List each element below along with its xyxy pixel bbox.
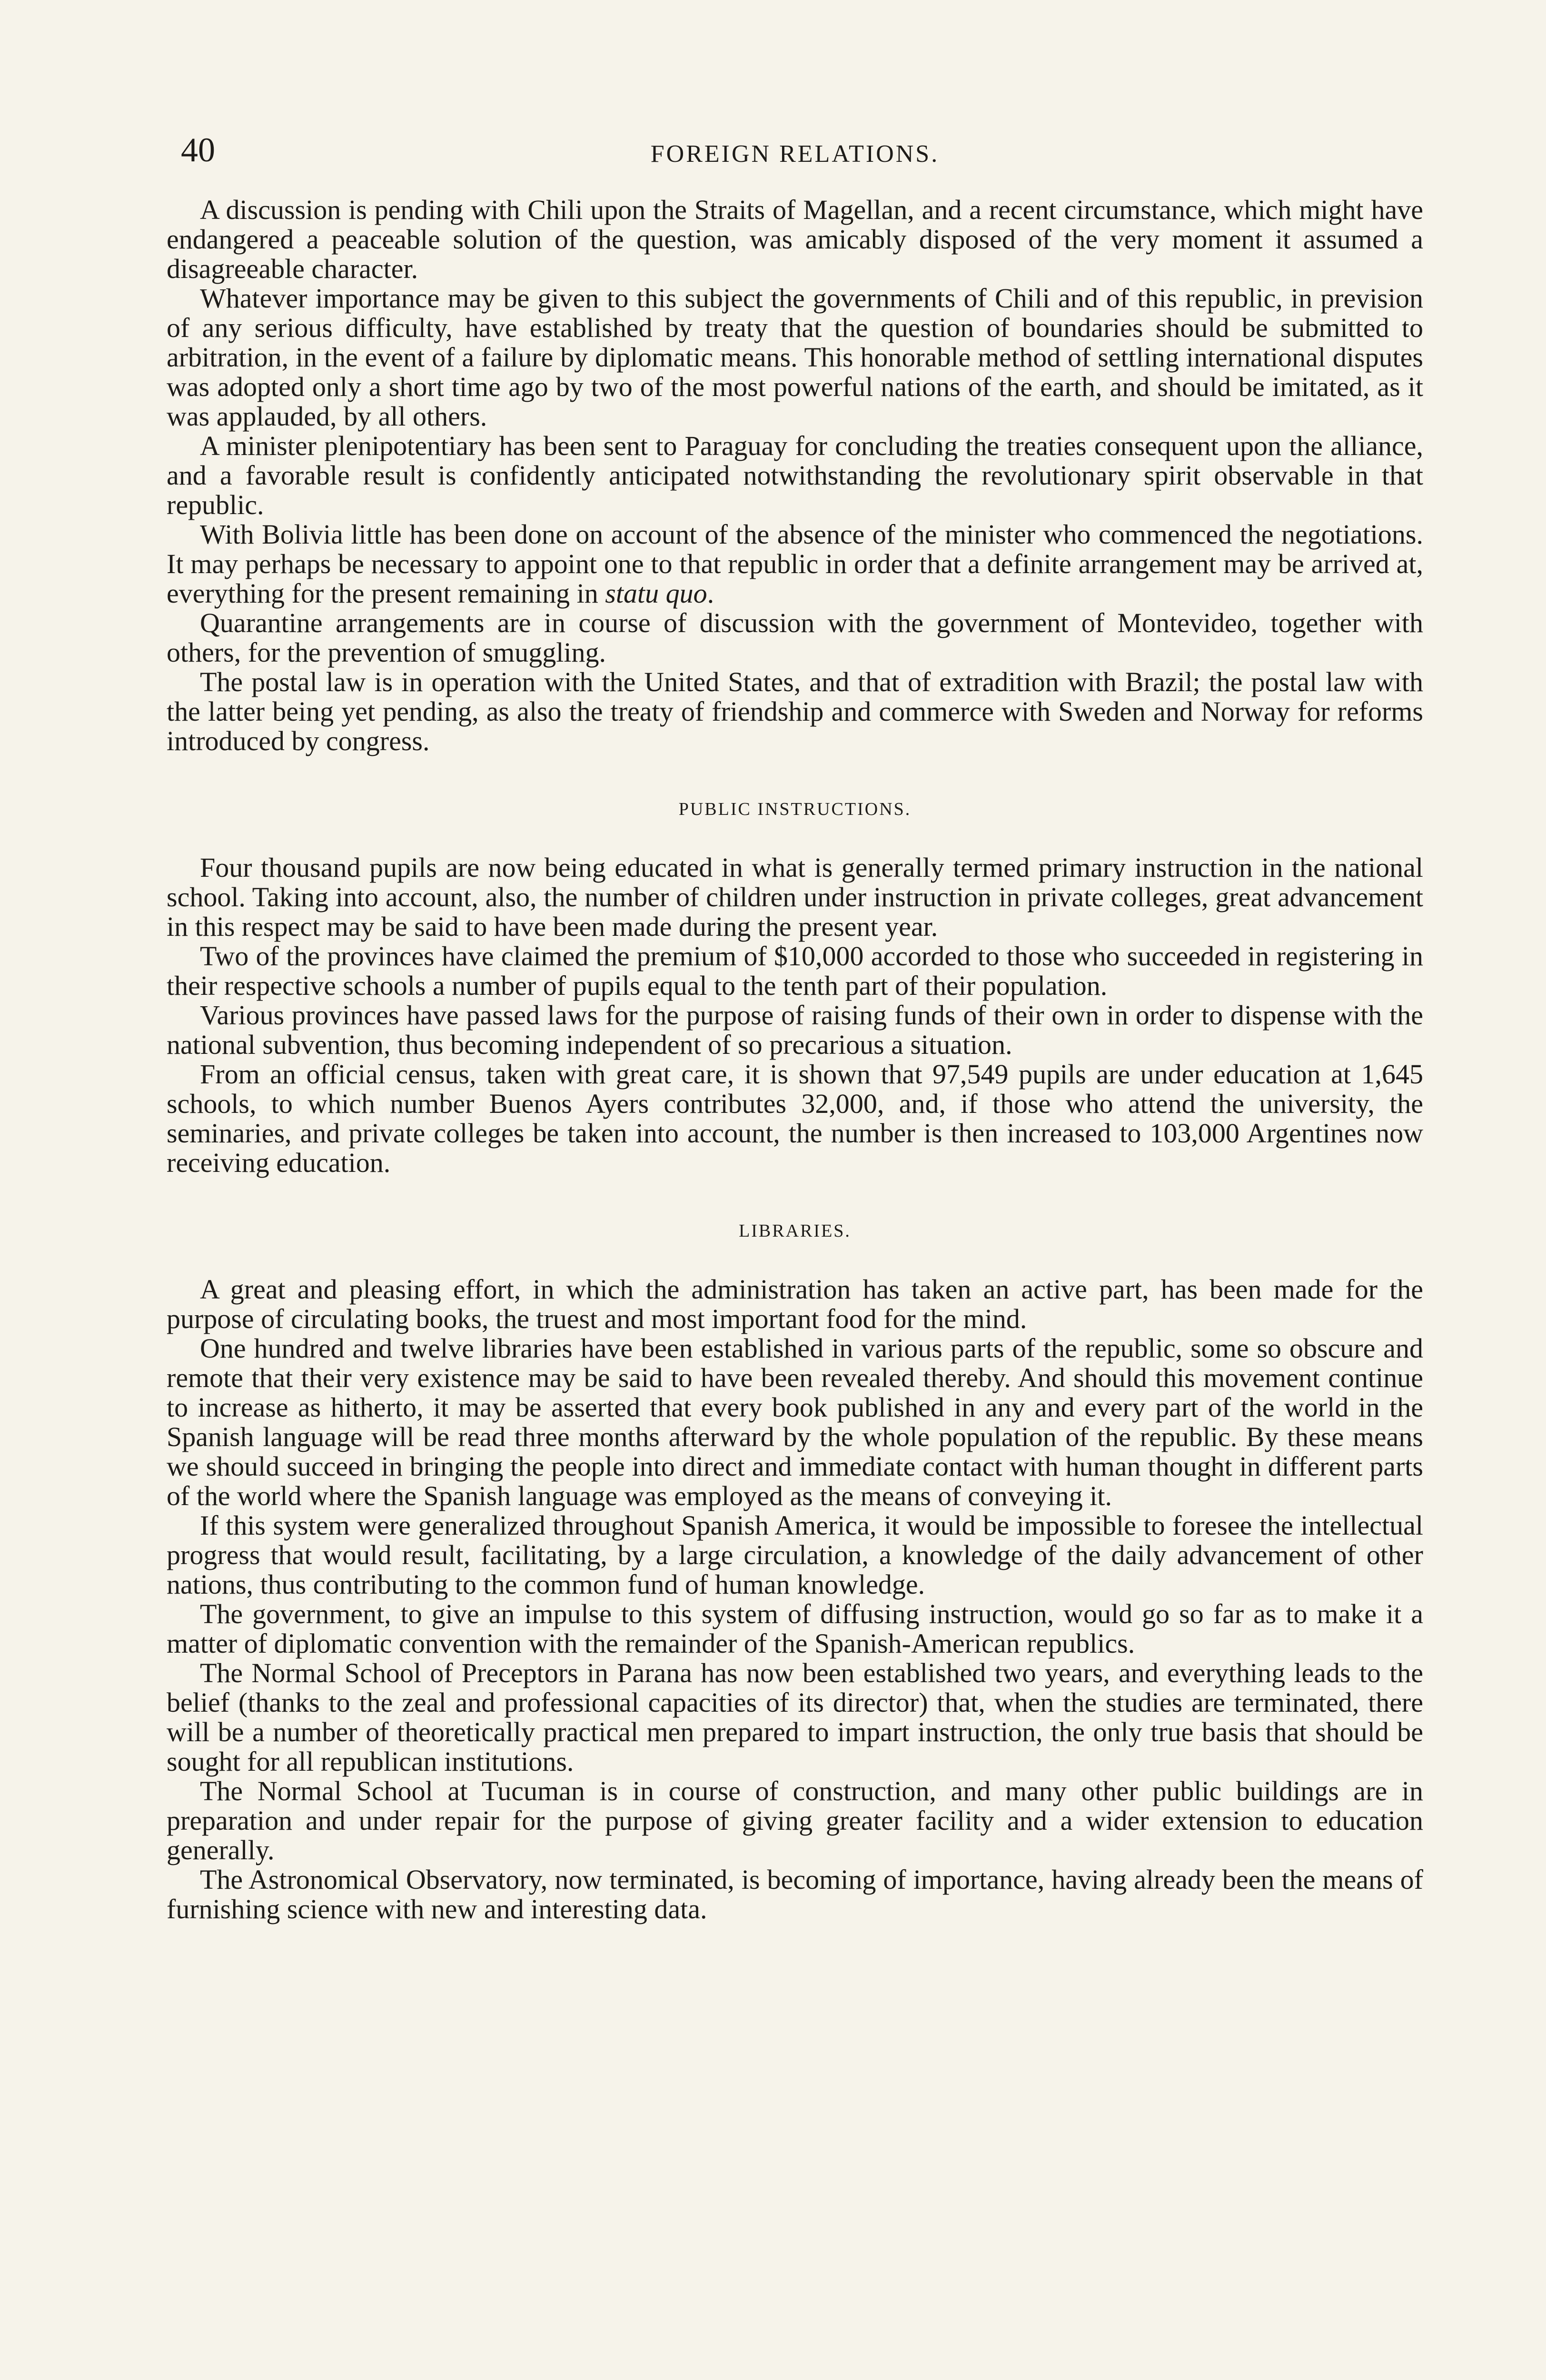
paragraph: The Astronomical Observatory, now terminated, is becoming of importance, having already been the means of furnishing science with new and interesting data.	[167, 1864, 1423, 1924]
page-number: 40	[181, 131, 215, 169]
paragraph: A minister plenipotentiary has been sent to Paraguay for concluding the treaties consequent upon the alliance, and a favorable result is confidently anticipated notwithstanding the revolutionary spirit observable in that republic.	[167, 430, 1423, 520]
paragraph: The government, to give an impulse to this system of diffusing instruction, would go so far as to make it a matter of diplomatic convention with the remainder of the Spanish-American republics.	[167, 1598, 1423, 1659]
paragraph: Whatever importance may be given to this subject the governments of Chili and of this republic, in prevision of any serious difficulty, have established by treaty that the question of boundaries should be submitted to arbitration, in the event of a failure by diplomatic means. This honorable method of settling international disputes was adopted only a short time ago by two of the most powerful nations of the earth, and should be imitated, as it was applauded, by all others.	[167, 283, 1423, 432]
sentence-end: .	[707, 578, 714, 609]
paragraph	[167, 520, 1423, 608]
paragraph: From an official census, taken with great care, it is shown that 97,549 pupils are under education at 1,645 schools, to which number Buenos Ayers contributes 32,000, and, if those who attend the university, the seminaries, and private colleges be taken into account, the number is then increased to 103,000 Argentines now receiving education.	[167, 1059, 1423, 1178]
paragraph: If this system were generalized throughout Spanish America, it would be impossible to foresee the intellectual progress that would result, facilitating, by a large circulation, a knowledge of the daily advancement of other nations, thus contributing to the common fund of human knowledge.	[167, 1510, 1423, 1600]
bolivia-text: With Bolivia little has been done on account of the absence of the minister who commenced the negotiations. It may perhaps be necessary to appoint one to that republic in order that a definite arrangement may be arrived at, everything for the present remaining in	[167, 519, 1423, 609]
public-instructions-section	[167, 799, 1423, 1178]
paragraph: Quarantine arrangements are in course of discussion with the government of Montevideo, together with others, for the prevention of smuggling.	[167, 607, 1423, 668]
paragraph: Two of the provinces have claimed the premium of $10,000 accorded to those who succeeded in registering in their respective schools a number of pupils equal to the tenth part of their population.	[167, 941, 1423, 1001]
italic-phrase: statu quo	[605, 578, 707, 609]
paragraph: Various provinces have passed laws for the purpose of raising funds of their own in order to dispense with the national subvention, thus becoming independent of so precarious a situation.	[167, 1000, 1423, 1060]
section-heading: LIBRARIES.	[739, 1221, 851, 1241]
paragraph: The Normal School of Preceptors in Parana has now been established two years, and everything leads to the belief (thanks to the zeal and professional capacities of its director) that, when the studies are terminated, there will be a number of theoretically practical men prepared to impart instruction, the only true basis that should be sought for all republican institutions.	[167, 1657, 1423, 1777]
document-page	[167, 129, 1423, 1924]
paragraph: The Normal School at Tucuman is in course of construction, and many other public buildings are in preparation and under repair for the purpose of giving greater facility and a wider extension to education generally.	[167, 1775, 1423, 1865]
section-heading: PUBLIC INSTRUCTIONS.	[678, 799, 912, 819]
intro-section	[167, 195, 1423, 756]
libraries-section	[167, 1220, 1423, 1924]
paragraph: Four thousand pupils are now being educated in what is generally termed primary instruction in the national school. Taking into account, also, the number of children under instruction in private colleges, great advancement in this respect may be said to have been made during the present year.	[167, 852, 1423, 942]
paragraph: A great and pleasing effort, in which the administration has taken an active part, has been made for the purpose of circulating books, the truest and most important food for the mind.	[167, 1274, 1423, 1334]
running-title: FOREIGN RELATIONS.	[650, 140, 940, 168]
page-header	[167, 129, 1423, 181]
paragraph: The postal law is in operation with the United States, and that of extradition with Brazil; the postal law with the latter being yet pending, as also the treaty of friendship and commerce with Sweden and Norway for reforms introduced by congress.	[167, 666, 1423, 756]
paragraph: A discussion is pending with Chili upon the Straits of Magellan, and a recent circumstance, which might have endangered a peaceable solution of the question, was amicably disposed of the very moment it assumed a disagreeable character.	[167, 194, 1423, 284]
paragraph: One hundred and twelve libraries have been established in various parts of the republic, some so obscure and remote that their very existence may be said to have been revealed thereby. And should this movement continue to increase as hitherto, it may be asserted that every book published in any and every part of the world in the Spanish language will be read three months afterward by the whole population of the republic. By these means we should succeed in bringing the people into direct and immediate contact with human thought in different parts of the world where the Spanish language was employed as the means of conveying it.	[167, 1333, 1423, 1511]
